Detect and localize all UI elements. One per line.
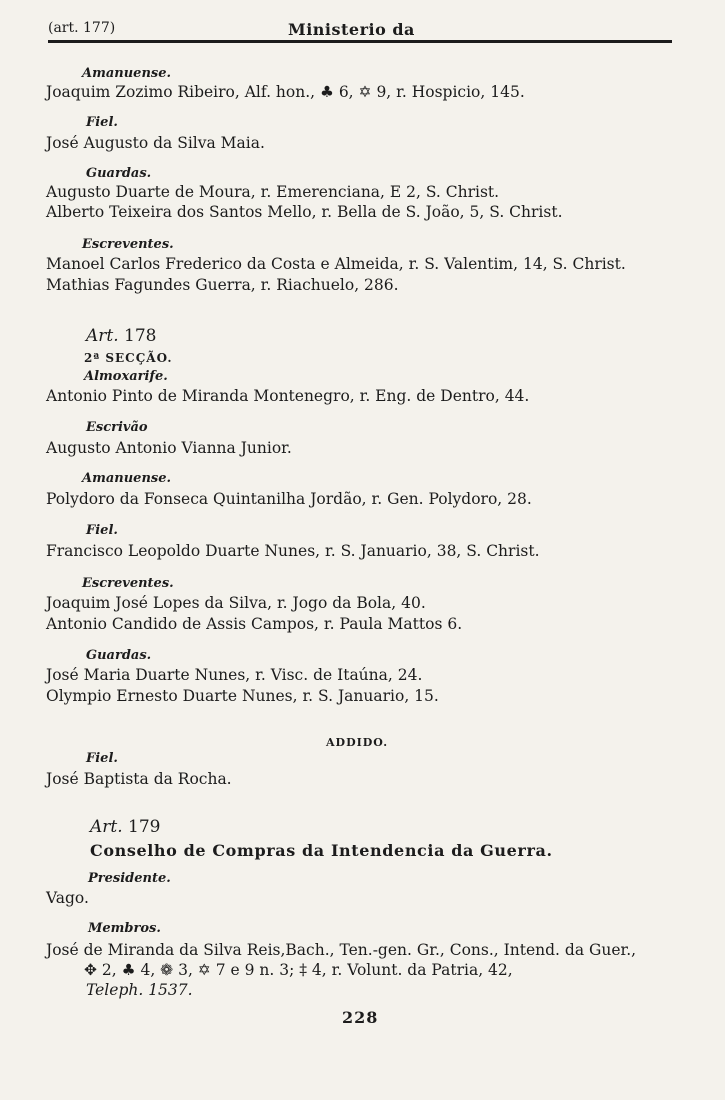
entry-line: José Baptista da Rocha. xyxy=(46,770,232,788)
label-amanuense: Amanuense. xyxy=(82,471,172,486)
addido-label: ADDIDO. xyxy=(326,736,389,749)
entry-line: Vago. xyxy=(46,889,89,907)
entry-line: Antonio Candido de Assis Campos, r. Paula Mattos 6. xyxy=(46,615,463,633)
label-guardas: Guardas. xyxy=(86,166,152,181)
entry-line: Augusto Antonio Vianna Junior. xyxy=(46,439,292,457)
label-almoxarife: Almoxarife. xyxy=(84,369,168,384)
entry-line: Alberto Teixeira dos Santos Mello, r. Bella de S. João, 5, S. Christ. xyxy=(46,203,563,221)
label-escreventes: Escreventes. xyxy=(82,576,174,591)
entry-line: Polydoro da Fonseca Quintanilha Jordão, r. Gen. Polydoro, 28. xyxy=(46,490,532,508)
running-header xyxy=(48,20,670,40)
entry-line: José Maria Duarte Nunes, r. Visc. de Itaúna, 24. xyxy=(46,666,423,684)
label-escreventes: Escreventes. xyxy=(82,237,174,252)
entry-line: Joaquim Zozimo Ribeiro, Alf. hon., ♣ 6, ✡ 9, r. Hospicio, 145. xyxy=(46,83,525,101)
entry-line: José Augusto da Silva Maia. xyxy=(46,134,265,152)
entry-line: Olympio Ernesto Duarte Nunes, r. S. Januario, 15. xyxy=(46,687,439,705)
page-number: 228 xyxy=(342,1008,379,1027)
entry-line: Francisco Leopoldo Duarte Nunes, r. S. Januario, 38, S. Christ. xyxy=(46,542,540,560)
label-fiel: Fiel. xyxy=(86,115,118,130)
entry-line: Mathias Fagundes Guerra, r. Riachuelo, 286. xyxy=(46,276,399,294)
article-heading-178 xyxy=(86,326,157,346)
label-fiel: Fiel. xyxy=(86,751,118,766)
label-guardas: Guardas. xyxy=(86,648,152,663)
label-amanuense: Amanuense. xyxy=(82,66,172,81)
entry-line: José de Miranda da Silva Reis,Bach., Ten.-gen. Gr., Cons., Intend. da Guer., xyxy=(46,941,637,959)
entry-line: Teleph. 1537. xyxy=(86,981,193,999)
article-word: Art. xyxy=(86,326,119,346)
article-heading-179 xyxy=(90,817,161,837)
entry-line: Antonio Pinto de Miranda Montenegro, r. Eng. de Dentro, 44. xyxy=(46,387,530,405)
label-membros: Membros. xyxy=(88,921,161,936)
entry-line: ✥ 2, ♣ 4, ❁ 3, ✡ 7 e 9 n. 3; ‡ 4, r. Volunt. da Patria, 42, xyxy=(84,961,513,979)
article-number: 179 xyxy=(128,817,161,837)
entry-line: Augusto Duarte de Moura, r. Emerenciana, E 2, S. Christ. xyxy=(46,183,500,201)
secao-label: 2ª SECÇÃO. xyxy=(84,351,173,365)
article-word: Art. xyxy=(90,817,123,837)
council-title: Conselho de Compras da Intendencia da Guerra. xyxy=(90,841,553,860)
label-presidente: Presidente. xyxy=(88,871,171,886)
header-article-ref: (art. 177) xyxy=(48,20,116,36)
header-title: Ministerio da xyxy=(288,20,415,39)
label-fiel: Fiel. xyxy=(86,523,118,538)
header-rule xyxy=(48,40,672,43)
article-number: 178 xyxy=(124,326,157,346)
entry-line: Manoel Carlos Frederico da Costa e Almeida, r. S. Valentim, 14, S. Christ. xyxy=(46,255,626,273)
entry-line: Joaquim José Lopes da Silva, r. Jogo da Bola, 40. xyxy=(46,594,426,612)
label-escrivao: Escrivão xyxy=(86,420,148,435)
